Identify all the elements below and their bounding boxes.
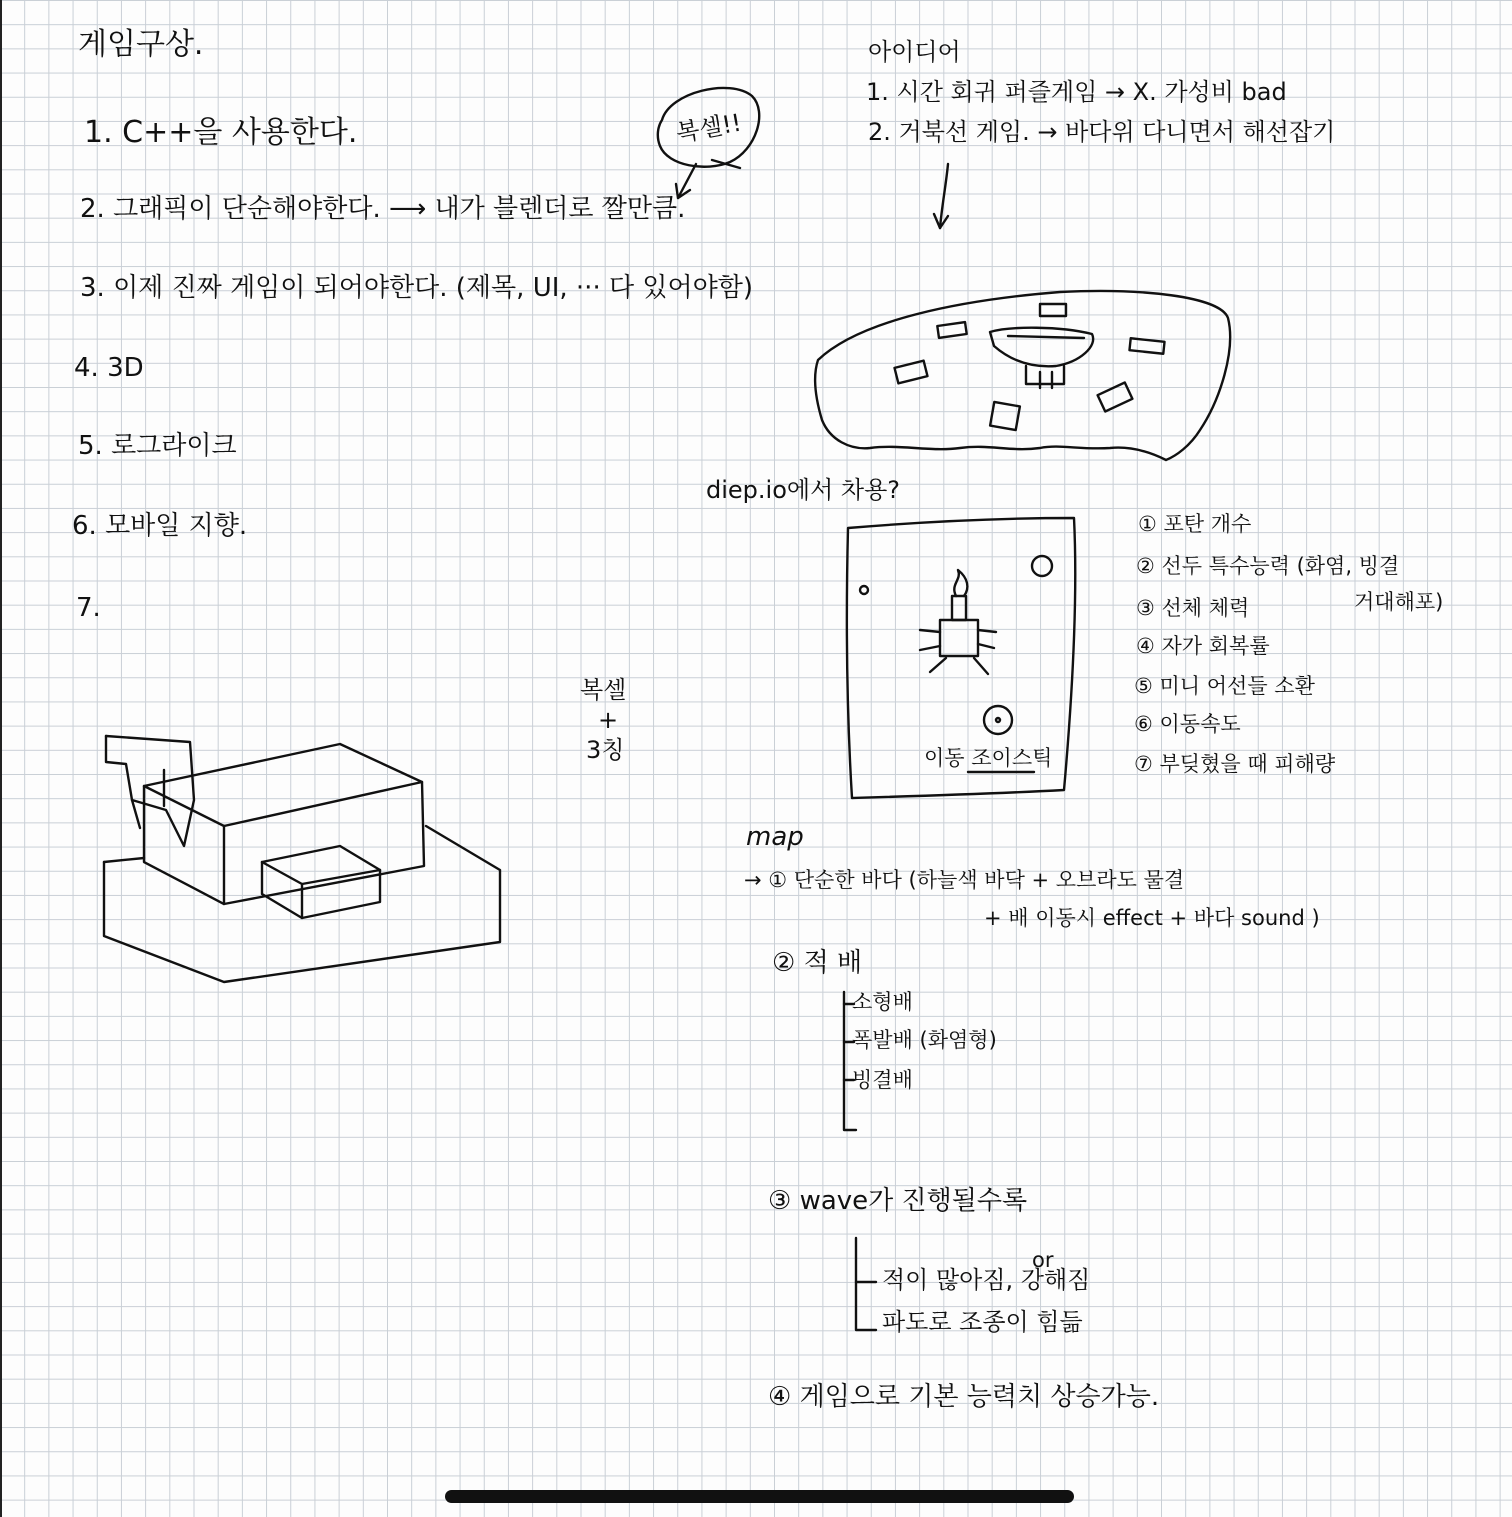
requirement-6: 6. 모바일 지향. (72, 511, 248, 541)
wave-effect-1: 적이 많아짐, 강해짐 (882, 1266, 1091, 1294)
enemy-ship-explosive: 폭발배 (화염형) (852, 1028, 997, 1052)
enemy-ship-ice: 빙결배 (852, 1068, 913, 1092)
voxel-note-line2: + (598, 706, 619, 734)
stat-7: ⑦ 부딪혔을 때 피해량 (1134, 752, 1336, 776)
map-heading: map (746, 822, 804, 852)
stat-3: ③ 선체 체력 (1136, 596, 1250, 620)
map-item-1-line1: → ① 단순한 바다 (하늘색 바닥 + 오브라도 물결 (744, 868, 1185, 892)
requirement-2: 2. 그래픽이 단순해야한다. ⟶ 내가 블렌더로 짤만큼. (80, 194, 686, 224)
enemy-tree-lines (844, 992, 876, 1330)
stat-6: ⑥ 이동속도 (1134, 712, 1241, 736)
joystick-label: 이동 조이스틱 (924, 746, 1053, 770)
voxel-note-line1: 복셀 (580, 676, 627, 704)
idea-1: 1. 시간 회귀 퍼즐게임 → X. 가성비 bad (866, 78, 1287, 106)
diep-note: diep.io에서 차용? (706, 476, 900, 504)
enemy-ship-small: 소형배 (852, 990, 913, 1014)
page-title: 게임구상. (78, 27, 204, 62)
requirement-3: 3. 이제 진짜 게임이 되어야한다. (제목, UI, ··· 다 있어야함) (80, 273, 753, 303)
stat-5: ⑤ 미니 어선들 소환 (1134, 674, 1315, 698)
stat-1: ① 포탄 개수 (1138, 512, 1252, 536)
stat-2-continued: 거대해포) (1354, 590, 1444, 614)
map-item-3: ③ wave가 진행될수록 (768, 1186, 1028, 1216)
requirement-7: 7. (76, 593, 101, 623)
map-item-2: ② 적 배 (772, 948, 863, 978)
bubble-sketch (658, 88, 759, 198)
sea-map-sketch (815, 291, 1230, 460)
requirement-1: 1. C++을 사용한다. (84, 115, 358, 150)
game-screen-sketch (847, 518, 1075, 798)
requirement-4: 4. 3D (74, 353, 144, 383)
requirement-5: 5. 로그라이크 (78, 431, 237, 461)
map-item-4: ④ 게임으로 기본 능력치 상승가능. (768, 1382, 1160, 1412)
home-indicator[interactable] (445, 1490, 1074, 1503)
map-item-3-or: or (1032, 1248, 1054, 1272)
voxel-note-line3: 3칭 (586, 736, 625, 764)
idea-2: 2. 거북선 게임. → 바다위 다니면서 해선잡기 (868, 118, 1336, 146)
voxel-3d-sketch (104, 736, 500, 982)
bubble-note: 복셀!! (674, 108, 744, 148)
ideas-heading: 아이디어 (868, 38, 961, 66)
map-item-1-line2: + 배 이동시 effect + 바다 sound ) (984, 906, 1320, 930)
stat-2: ② 선두 특수능력 (화염, 빙결 (1136, 554, 1400, 578)
down-arrow-icon (934, 164, 948, 228)
stat-4: ④ 자가 회복률 (1136, 634, 1270, 658)
wave-effect-2: 파도로 조종이 힘듦 (882, 1308, 1083, 1336)
